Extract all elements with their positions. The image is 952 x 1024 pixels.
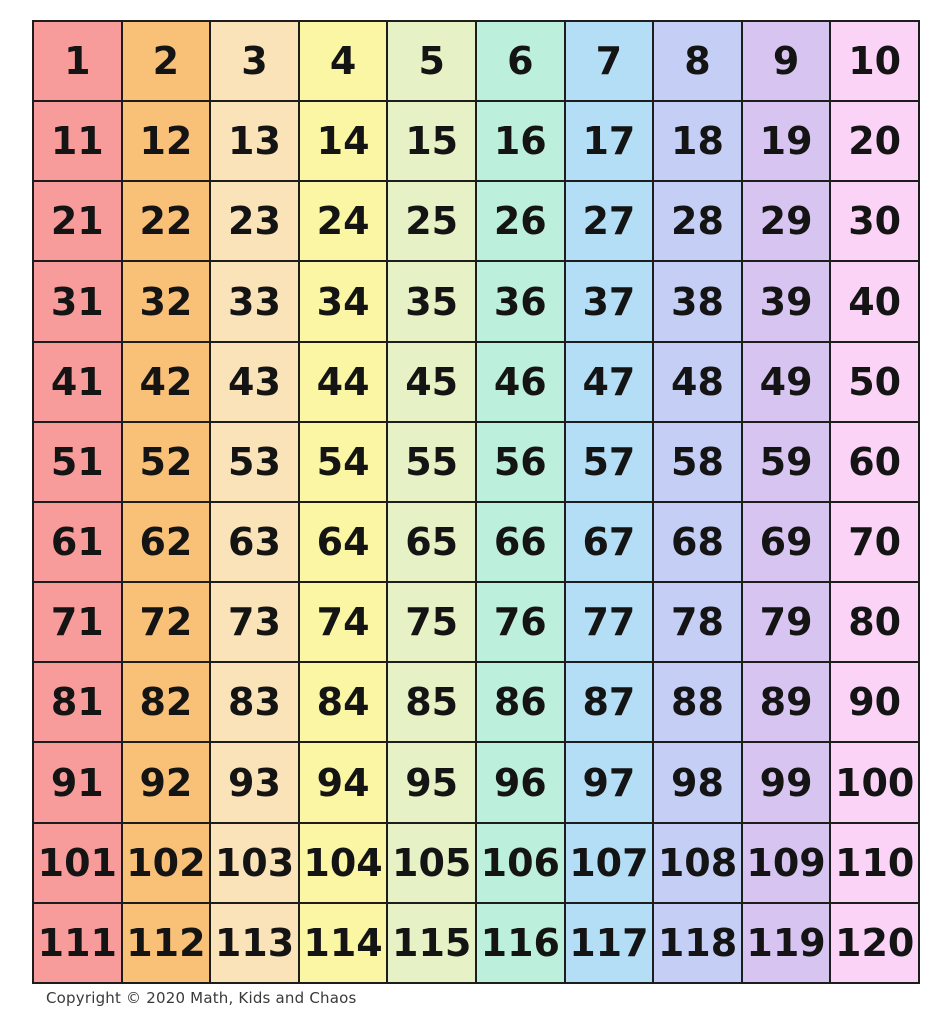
grid-cell: 118 — [654, 904, 741, 982]
grid-cell: 51 — [34, 423, 121, 501]
grid-cell: 63 — [211, 503, 298, 581]
grid-cell: 73 — [211, 583, 298, 661]
grid-cell: 11 — [34, 102, 121, 180]
grid-cell: 48 — [654, 343, 741, 421]
grid-cell: 89 — [743, 663, 830, 741]
grid-cell: 75 — [388, 583, 475, 661]
grid-cell: 76 — [477, 583, 564, 661]
grid-cell: 103 — [211, 824, 298, 902]
grid-cell: 43 — [211, 343, 298, 421]
grid-cell: 10 — [831, 22, 918, 100]
grid-cell: 107 — [566, 824, 653, 902]
grid-cell: 79 — [743, 583, 830, 661]
grid-cell: 2 — [123, 22, 210, 100]
grid-cell: 37 — [566, 262, 653, 340]
grid-cell: 106 — [477, 824, 564, 902]
grid-cell: 95 — [388, 743, 475, 821]
grid-cell: 65 — [388, 503, 475, 581]
grid-cell: 77 — [566, 583, 653, 661]
grid-cell: 119 — [743, 904, 830, 982]
grid-cell: 13 — [211, 102, 298, 180]
grid-cell: 27 — [566, 182, 653, 260]
grid-cell: 41 — [34, 343, 121, 421]
grid-cell: 104 — [300, 824, 387, 902]
grid-cell: 32 — [123, 262, 210, 340]
grid-cell: 22 — [123, 182, 210, 260]
grid-cell: 31 — [34, 262, 121, 340]
grid-cell: 49 — [743, 343, 830, 421]
grid-cell: 108 — [654, 824, 741, 902]
grid-cell: 20 — [831, 102, 918, 180]
grid-cell: 60 — [831, 423, 918, 501]
grid-cell: 94 — [300, 743, 387, 821]
grid-cell: 16 — [477, 102, 564, 180]
grid-cell: 40 — [831, 262, 918, 340]
grid-cell: 78 — [654, 583, 741, 661]
grid-cell: 53 — [211, 423, 298, 501]
grid-cell: 28 — [654, 182, 741, 260]
grid-cell: 4 — [300, 22, 387, 100]
grid-cell: 61 — [34, 503, 121, 581]
grid-cell: 69 — [743, 503, 830, 581]
grid-cell: 45 — [388, 343, 475, 421]
grid-cell: 57 — [566, 423, 653, 501]
grid-cell: 112 — [123, 904, 210, 982]
grid-cell: 18 — [654, 102, 741, 180]
grid-cell: 8 — [654, 22, 741, 100]
grid-cell: 3 — [211, 22, 298, 100]
grid-cell: 111 — [34, 904, 121, 982]
grid-cell: 99 — [743, 743, 830, 821]
grid-cell: 26 — [477, 182, 564, 260]
grid-cell: 74 — [300, 583, 387, 661]
grid-cell: 46 — [477, 343, 564, 421]
grid-cell: 12 — [123, 102, 210, 180]
grid-cell: 35 — [388, 262, 475, 340]
grid-cell: 98 — [654, 743, 741, 821]
grid-cell: 23 — [211, 182, 298, 260]
grid-cell: 44 — [300, 343, 387, 421]
grid-cell: 5 — [388, 22, 475, 100]
grid-cell: 85 — [388, 663, 475, 741]
grid-cell: 81 — [34, 663, 121, 741]
grid-cell: 80 — [831, 583, 918, 661]
grid-cell: 86 — [477, 663, 564, 741]
grid-cell: 39 — [743, 262, 830, 340]
grid-cell: 96 — [477, 743, 564, 821]
grid-cell: 82 — [123, 663, 210, 741]
grid-cell: 120 — [831, 904, 918, 982]
grid-cell: 6 — [477, 22, 564, 100]
grid-cell: 101 — [34, 824, 121, 902]
grid-cell: 66 — [477, 503, 564, 581]
grid-cell: 67 — [566, 503, 653, 581]
grid-cell: 91 — [34, 743, 121, 821]
grid-cell: 71 — [34, 583, 121, 661]
grid-cell: 30 — [831, 182, 918, 260]
grid-cell: 113 — [211, 904, 298, 982]
grid-cell: 84 — [300, 663, 387, 741]
grid-cell: 29 — [743, 182, 830, 260]
grid-cell: 100 — [831, 743, 918, 821]
grid-cell: 62 — [123, 503, 210, 581]
grid-cell: 9 — [743, 22, 830, 100]
grid-cell: 47 — [566, 343, 653, 421]
grid-cell: 83 — [211, 663, 298, 741]
number-grid — [32, 20, 920, 984]
grid-cell: 56 — [477, 423, 564, 501]
copyright-text: Copyright © 2020 Math, Kids and Chaos — [46, 989, 357, 1007]
grid-cell: 117 — [566, 904, 653, 982]
grid-cell: 21 — [34, 182, 121, 260]
grid-cell: 19 — [743, 102, 830, 180]
grid-cell: 90 — [831, 663, 918, 741]
grid-cell: 33 — [211, 262, 298, 340]
grid-cell: 36 — [477, 262, 564, 340]
grid-cell: 52 — [123, 423, 210, 501]
grid-cell: 15 — [388, 102, 475, 180]
grid-cell: 88 — [654, 663, 741, 741]
grid-cell: 115 — [388, 904, 475, 982]
grid-cell: 114 — [300, 904, 387, 982]
grid-cell: 92 — [123, 743, 210, 821]
grid-cell: 93 — [211, 743, 298, 821]
grid-cell: 14 — [300, 102, 387, 180]
grid-cell: 102 — [123, 824, 210, 902]
grid-cell: 87 — [566, 663, 653, 741]
grid-cell: 34 — [300, 262, 387, 340]
grid-cell: 64 — [300, 503, 387, 581]
grid-cell: 25 — [388, 182, 475, 260]
grid-cell: 42 — [123, 343, 210, 421]
grid-cell: 72 — [123, 583, 210, 661]
grid-cell: 97 — [566, 743, 653, 821]
grid-cell: 110 — [831, 824, 918, 902]
grid-cell: 109 — [743, 824, 830, 902]
grid-cell: 58 — [654, 423, 741, 501]
grid-cell: 105 — [388, 824, 475, 902]
grid-cell: 38 — [654, 262, 741, 340]
grid-cell: 50 — [831, 343, 918, 421]
grid-cell: 54 — [300, 423, 387, 501]
grid-cell: 24 — [300, 182, 387, 260]
grid-cell: 70 — [831, 503, 918, 581]
grid-cell: 59 — [743, 423, 830, 501]
grid-cell: 68 — [654, 503, 741, 581]
grid-cell: 116 — [477, 904, 564, 982]
grid-cell: 7 — [566, 22, 653, 100]
grid-cell: 17 — [566, 102, 653, 180]
grid-cell: 55 — [388, 423, 475, 501]
grid-cell: 1 — [34, 22, 121, 100]
